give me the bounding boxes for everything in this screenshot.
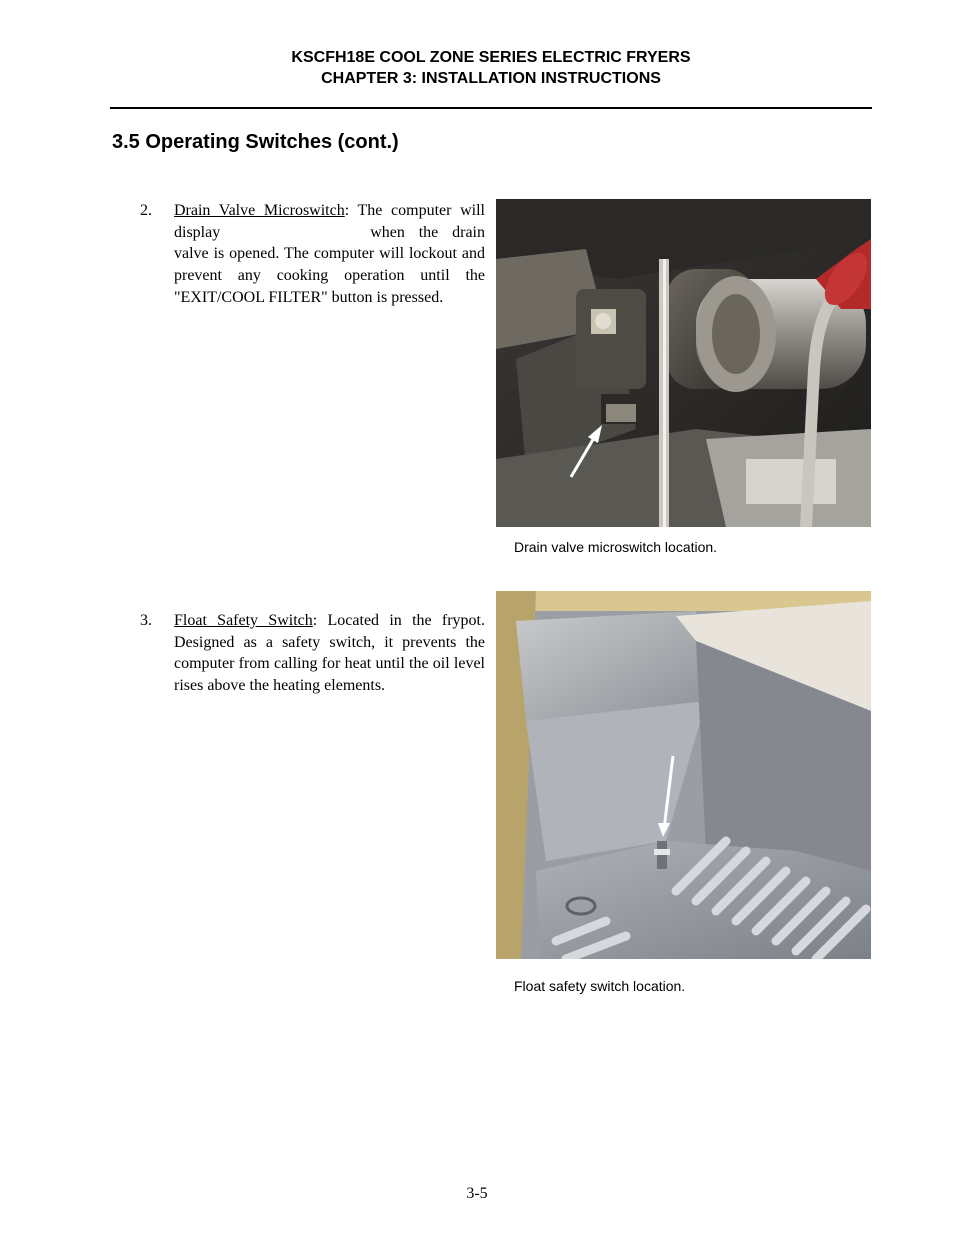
drain-valve-caption: Drain valve microswitch location. — [514, 539, 718, 555]
item-paragraph — [174, 610, 485, 697]
page-number: 3-5 — [466, 1185, 488, 1202]
document-header — [110, 47, 872, 89]
header-chapter: CHAPTER 3: INSTALLATION INSTRUCTIONS — [321, 70, 661, 87]
drain-valve-photo — [496, 199, 871, 527]
item-number: 2. — [140, 202, 152, 219]
header-title: KSCFH18E COOL ZONE SERIES ELECTRIC FRYERS — [291, 49, 691, 66]
item-paragraph — [174, 200, 485, 309]
float-switch-photo — [496, 591, 871, 959]
header-rule — [110, 107, 872, 109]
item-text-part1: : The computer will display — [174, 202, 485, 241]
item-term: Drain Valve Microswitch — [174, 202, 345, 219]
item-text-part2: when the drain valve is opened. The computer will lockout and prevent any cooking operation until the "EXIT/COOL FILTER" button is pressed. — [174, 223, 485, 306]
section-title: 3.5 Operating Switches (cont.) — [112, 131, 399, 153]
item-term: Float Safety Switch — [174, 612, 313, 629]
item-text: : Located in the frypot. Designed as a safety switch, it prevents the computer from calling for heat until the oil level rises above the heating elements. — [174, 612, 486, 695]
item-number: 3. — [140, 612, 152, 629]
float-switch-caption: Float safety switch location. — [514, 978, 686, 994]
